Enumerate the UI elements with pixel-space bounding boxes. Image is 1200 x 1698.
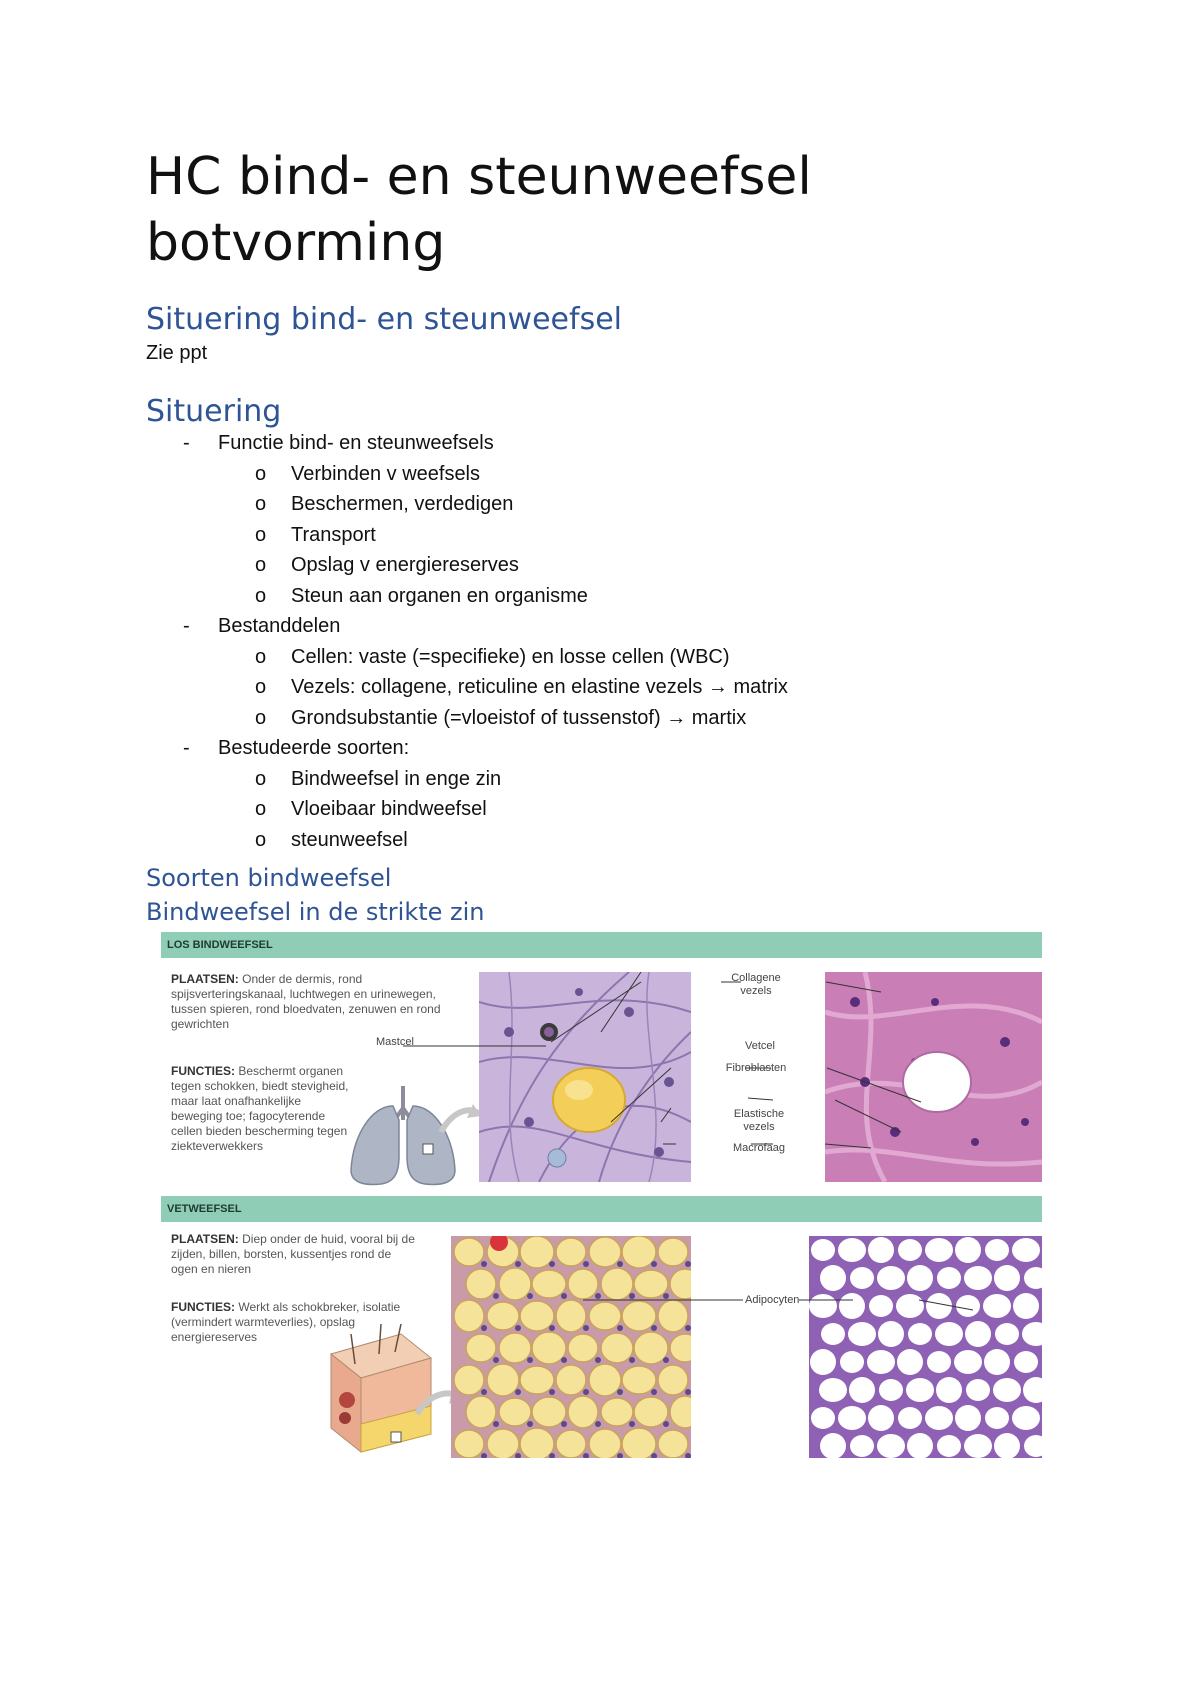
heading-soorten-bindweefsel: Soorten bindweefsel [146,864,392,892]
fat-cell-nucleus [583,1325,589,1331]
fat-cell-nucleus [617,1389,623,1395]
fat-micro-cell [925,1406,953,1430]
dash-bullet: - [183,432,190,454]
fat-cell [520,1236,554,1268]
circle-bullet: o [255,706,267,729]
document-title [146,144,1106,276]
dash-bullet: - [183,737,190,759]
fat-micro-cell [995,1323,1019,1345]
fat-cell [454,1238,484,1266]
fat-micro-cell [985,1407,1009,1429]
subheading-bindweefsel-strikte-zin: Bindweefsel in de strikte zin [146,898,485,926]
outline-group-label: Bestanddelen [218,615,341,637]
fat-cell-nucleus [527,1421,533,1427]
fat-cell [520,1301,554,1331]
fat-micro-cell [908,1323,932,1345]
vet-functies-text: FUNCTIES: Werkt als schokbreker, isolatie (vermindert warmteverlies), opslag energiereserves [171,1300,401,1344]
fat-cell [658,1430,688,1458]
fat-cell-nucleus [493,1293,499,1299]
fat-cell [466,1396,496,1428]
outline-item: Verbinden v weefsels [291,462,481,485]
outline-item: steunweefsel [291,828,408,851]
fat-cell-nucleus [527,1293,533,1299]
fat-micro-cell [810,1349,836,1375]
label-adipocyten: Adipocyten [745,1294,800,1306]
fat-micro-cell [964,1434,992,1458]
circle-bullet: o [255,554,267,576]
fat-cell-nucleus [527,1357,533,1363]
fat-cell-nucleus [583,1389,589,1395]
fat-cell [499,1398,531,1426]
fat-micro-cell [811,1407,835,1429]
vet-label-leaders [573,1232,1042,1322]
heading-situering: Situering [146,394,282,429]
fat-cell-nucleus [663,1421,669,1427]
fat-micro-cell [965,1321,991,1347]
los-label: Elastische vezels [733,1108,785,1133]
fat-micro-cell [1014,1351,1038,1373]
los-label: Collagene vezels [731,972,781,997]
outline-item: Grondsubstantie (=vloeistof of tussenstof) → martix [291,706,747,729]
fat-micro-cell [850,1435,874,1457]
circle-bullet: o [255,676,267,698]
fat-cell [499,1333,531,1363]
fat-micro-cell [840,1351,864,1373]
fat-cell [556,1430,586,1458]
fat-micro-cell [935,1322,963,1346]
los-label: Fibroblasten [725,1062,787,1074]
fat-cell [622,1366,656,1394]
fat-cell [520,1428,554,1458]
fat-cell [532,1397,566,1427]
fat-cell-nucleus [561,1293,567,1299]
fat-cell [532,1270,566,1298]
fat-micro-cell [868,1405,894,1431]
label-mastcel: Mastcel [376,1036,414,1048]
fat-cell-nucleus [595,1357,601,1363]
outline-item: Steun aan organen en organisme [291,584,588,607]
fat-cell [589,1364,621,1396]
fat-cell [568,1396,598,1428]
outline-item: Opslag v energiereserves [291,554,519,576]
fat-cell-nucleus [515,1261,521,1267]
fat-cell [532,1332,566,1364]
fat-micro-cell [867,1350,895,1374]
fat-micro-cell [906,1378,934,1402]
fat-cell [634,1397,668,1427]
fat-micro-cell [993,1378,1021,1402]
fat-cell [556,1365,586,1395]
fat-cell [520,1366,554,1394]
skin-section-icon [321,1324,471,1458]
fat-cell-nucleus [549,1325,555,1331]
fat-cell [499,1268,531,1300]
fat-micro-cell [936,1377,962,1403]
fat-cell [466,1334,496,1362]
fat-micro-cell [984,1349,1010,1375]
fat-micro-cell [937,1435,961,1457]
fat-cell-nucleus [549,1261,555,1267]
circle-bullet: o [255,584,267,607]
fat-cell-nucleus [595,1421,601,1427]
los-label-leaders [401,972,1042,1182]
fat-cell-nucleus [481,1325,487,1331]
fat-micro-cell [994,1433,1020,1458]
outline-item: Vezels: collagene, reticuline en elastine vezels → matrix [291,676,788,698]
vet-plaatsen-text: PLAATSEN: Diep onder de huid, vooral bij de zijden, billen, borsten, kussentjes rond de ogen en nieren [171,1232,415,1276]
fat-cell [454,1300,484,1332]
fat-cell-nucleus [493,1421,499,1427]
fat-micro-cell [819,1378,847,1402]
fat-cell [589,1429,621,1458]
fat-micro-cell [966,1379,990,1401]
outline-item: Cellen: vaste (=specifieke) en losse cellen (WBC) [291,645,730,668]
fat-cell-nucleus [629,1357,635,1363]
los-plaatsen-text: PLAATSEN: Onder de dermis, rond spijsverteringskanaal, luchtwegen en urinewegen, tussen spieren, rond bloedvaten, zenuwen en rond gewrichten [171,972,441,1031]
fat-cell [466,1269,496,1299]
fat-micro-cell [907,1433,933,1458]
histology-figure [161,932,1042,1462]
fat-cell-nucleus [481,1389,487,1395]
fat-micro-cell [879,1379,903,1401]
fat-micro-cell [1012,1406,1040,1430]
circle-bullet: o [255,462,267,485]
heading-situering-bind-steunweefsel: Situering bind- en steunweefsel [146,302,622,337]
circle-bullet: o [255,645,267,668]
fat-cell [454,1365,484,1395]
outline-group-label: Functie bind- en steunweefsels [218,432,494,454]
fat-cell-nucleus [663,1357,669,1363]
outline-item: Transport [291,523,376,546]
fat-cell-nucleus [561,1357,567,1363]
fat-cell-nucleus [685,1389,691,1395]
circle-bullet: o [255,828,267,851]
circle-bullet: o [255,493,267,515]
fat-cell [601,1398,633,1426]
outline-item: Beschermen, verdedigen [291,493,514,515]
fat-cell-nucleus [685,1325,691,1331]
fat-cell-nucleus [617,1325,623,1331]
figure-bar-vetweefsel: VETWEEFSEL [161,1196,1042,1222]
figure-bar-los-bindweefsel: LOS BINDWEEFSEL [161,932,1042,958]
fat-micro-cell [821,1323,845,1345]
circle-bullet: o [255,523,267,546]
fat-micro-cell [955,1405,981,1431]
body-text-zie-ppt: Zie ppt [146,342,208,364]
los-label: Vetcel [745,1040,775,1052]
circle-bullet: o [255,767,267,790]
fat-micro-cell [820,1433,846,1458]
fat-cell-nucleus [515,1325,521,1331]
fat-cell-nucleus [493,1357,499,1363]
fat-micro-cell [877,1434,905,1458]
fat-cell [658,1365,688,1395]
fat-micro-cell [878,1321,904,1347]
fat-micro-cell [848,1322,876,1346]
fat-cell [487,1364,519,1396]
fat-micro-cell [897,1349,923,1375]
outline-item: Vloeibaar bindweefsel [291,798,487,820]
los-functies-text: FUNCTIES: Beschermt organen tegen schokken, biedt stevigheid, maar laat onafhankelijke beweging toe; fagocyterende cellen bieden bescherming tegen ziekteverwekkers [171,1064,349,1153]
fat-cell-nucleus [481,1261,487,1267]
fat-cell-nucleus [515,1389,521,1395]
dash-bullet: - [183,615,190,637]
fat-cell [622,1428,656,1458]
circle-bullet: o [255,798,267,820]
los-label: Macrofaag [733,1142,785,1154]
fat-cell [634,1332,668,1364]
fat-micro-cell [954,1350,982,1374]
fat-cell [487,1302,519,1330]
fat-micro-cell [898,1407,922,1429]
fat-micro-cell [927,1351,951,1373]
fat-cell-nucleus [549,1389,555,1395]
fat-cell-nucleus [561,1421,567,1427]
title-line-2: botvorming [146,213,446,273]
fat-cell [454,1430,484,1458]
fat-cell [601,1333,633,1363]
outline-item: Bindweefsel in enge zin [291,767,502,790]
title-line-1: HC bind- en steunweefsel [146,147,812,207]
fat-micro-cell [849,1377,875,1403]
fat-cell-nucleus [629,1421,635,1427]
outline-group-label: Bestudeerde soorten: [218,737,410,759]
fat-cell-nucleus [651,1325,657,1331]
fat-micro-cell [838,1406,866,1430]
fat-cell-nucleus [651,1389,657,1395]
fat-cell [568,1334,598,1362]
fat-cell [487,1429,519,1458]
